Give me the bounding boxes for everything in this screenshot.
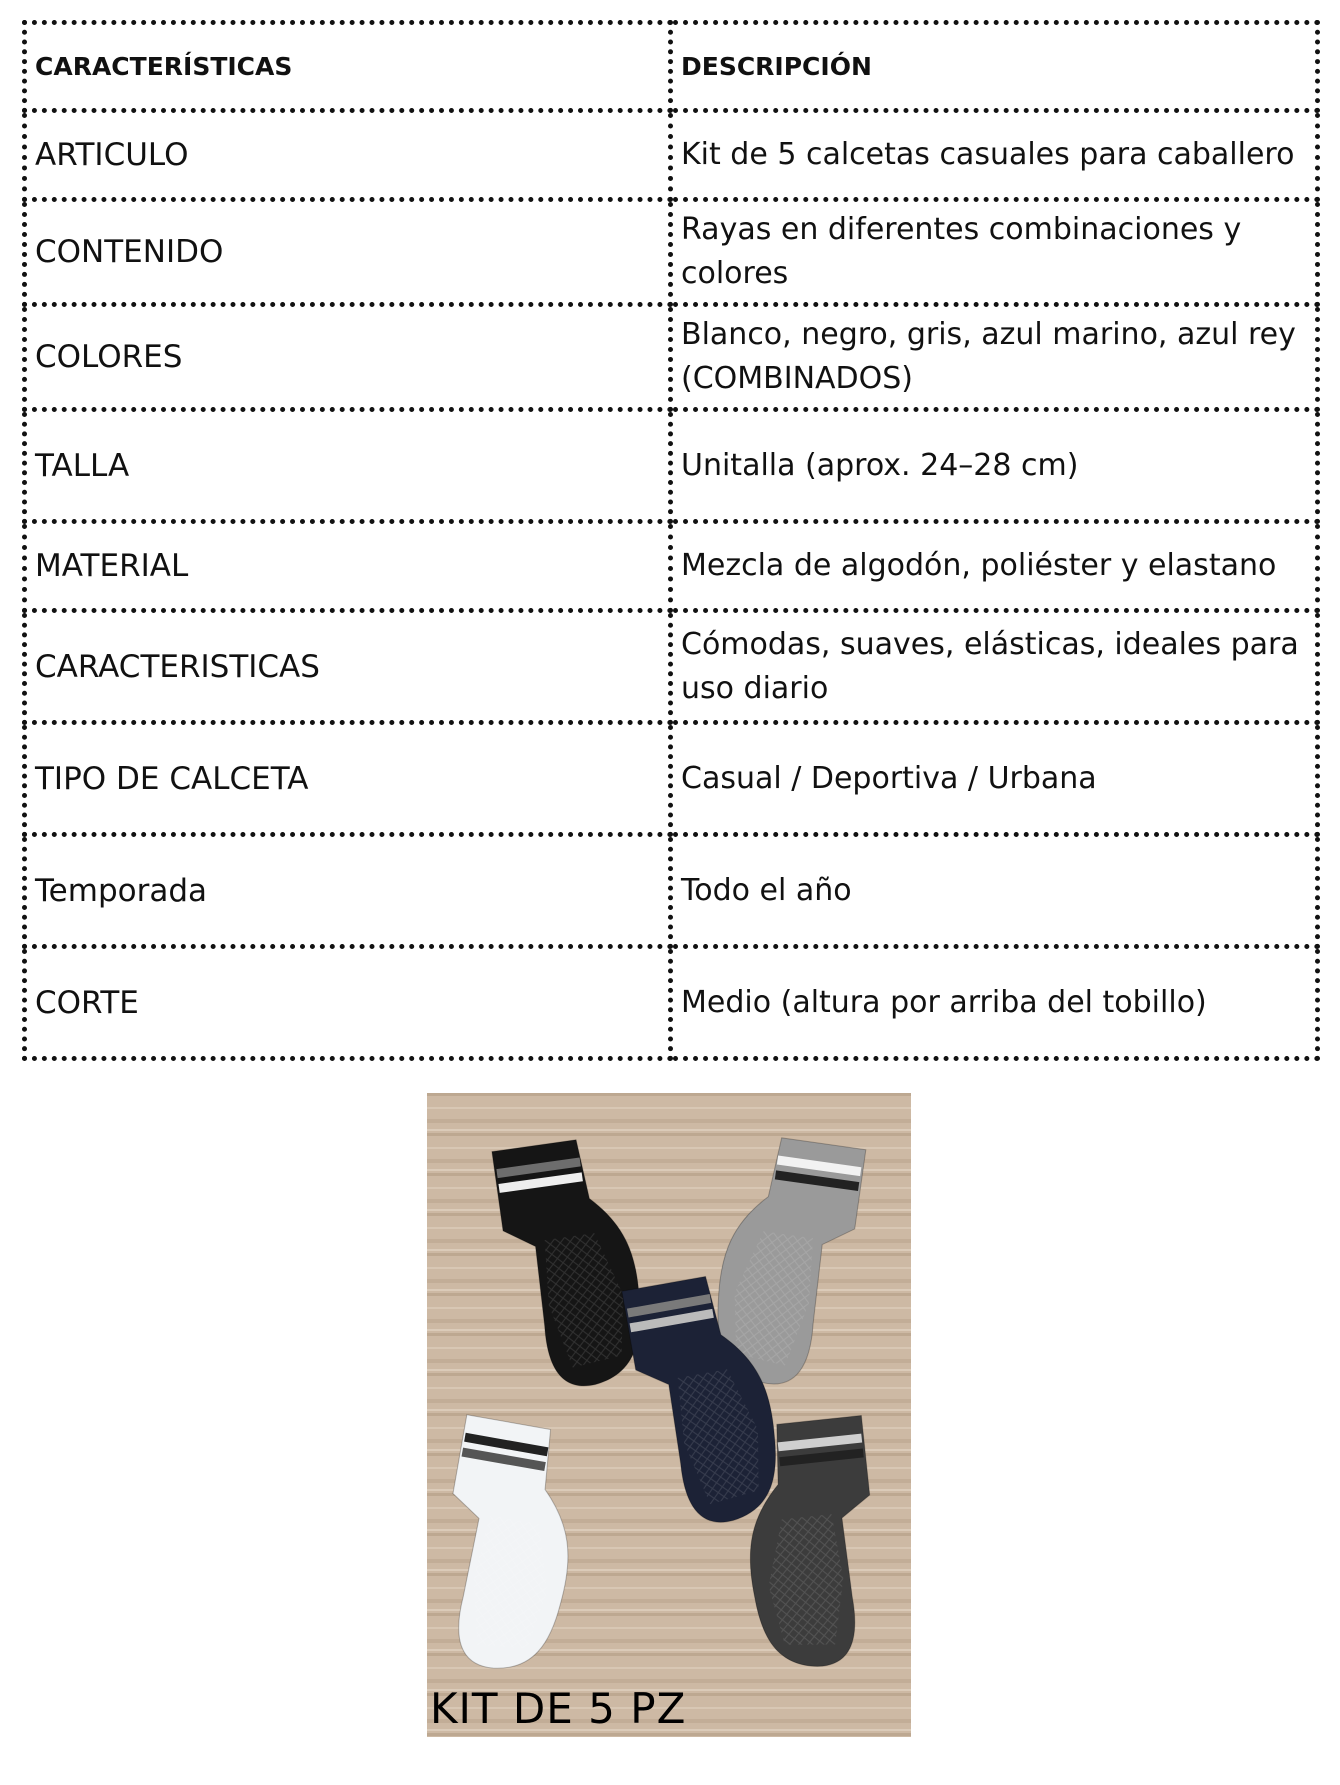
row-label: MATERIAL xyxy=(25,522,671,611)
row-value: Mezcla de algodón, poliéster y elastano xyxy=(671,522,1318,611)
socks-illustration xyxy=(427,1093,911,1737)
row-value: Todo el año xyxy=(671,835,1318,947)
row-label: TIPO DE CALCETA xyxy=(25,723,671,835)
row-label: CARACTERISTICAS xyxy=(25,611,671,723)
row-label: CORTE xyxy=(25,947,671,1059)
row-value: Medio (altura por arriba del tobillo) xyxy=(671,947,1318,1059)
row-label: TALLA xyxy=(25,410,671,522)
table-row xyxy=(25,111,1318,200)
table-row xyxy=(25,305,1318,410)
header-characteristics: CARACTERÍSTICAS xyxy=(25,23,671,111)
row-value: Cómodas, suaves, elásticas, ideales para uso diario xyxy=(671,611,1318,723)
row-label: COLORES xyxy=(25,305,671,410)
table-row xyxy=(25,947,1318,1059)
row-label: Temporada xyxy=(25,835,671,947)
row-value: Kit de 5 calcetas casuales para caballero xyxy=(671,111,1318,200)
table-row xyxy=(25,723,1318,835)
row-label: CONTENIDO xyxy=(25,200,671,305)
row-value: Blanco, negro, gris, azul marino, azul rey (COMBINADOS) xyxy=(671,305,1318,410)
row-label: ARTICULO xyxy=(25,111,671,200)
kit-caption: KIT DE 5 PZ xyxy=(430,1684,687,1733)
table-row xyxy=(25,522,1318,611)
row-value: Casual / Deportiva / Urbana xyxy=(671,723,1318,835)
row-value: Rayas en diferentes combinaciones y colores xyxy=(671,200,1318,305)
header-description: DESCRIPCIÓN xyxy=(671,23,1318,111)
specs-table xyxy=(22,20,1320,1061)
row-value: Unitalla (aprox. 24–28 cm) xyxy=(671,410,1318,522)
table-row xyxy=(25,410,1318,522)
table-row xyxy=(25,200,1318,305)
table-row xyxy=(25,611,1318,723)
table-row xyxy=(25,835,1318,947)
product-photo xyxy=(427,1093,911,1737)
table-header-row xyxy=(25,23,1318,111)
